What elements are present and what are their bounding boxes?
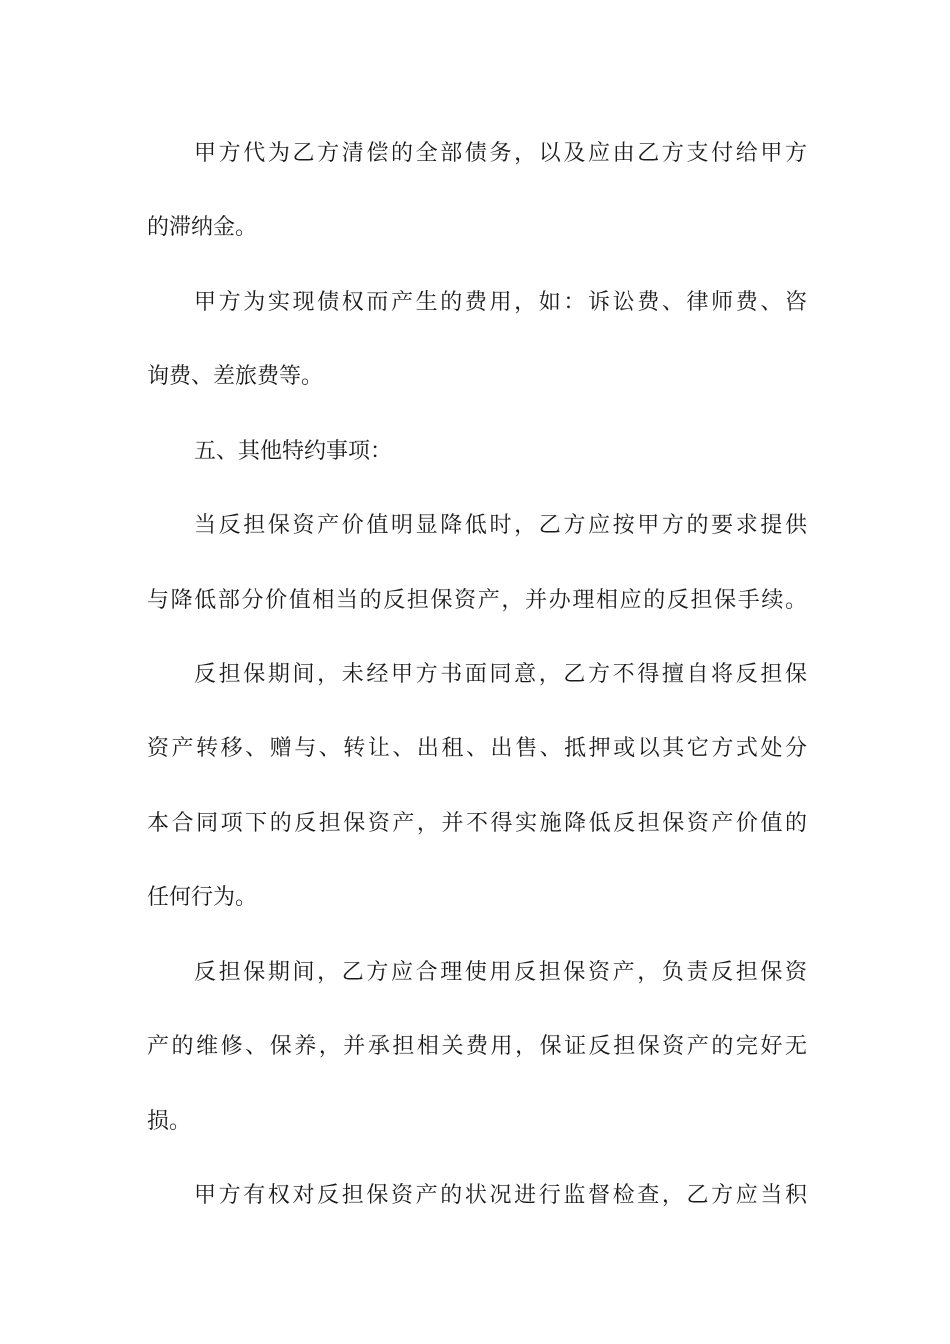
paragraph-line: 询费、差旅费等。 (147, 364, 324, 389)
paragraph-line: 的滞纳金。 (147, 215, 258, 240)
paragraph-line: 任何行为。 (147, 885, 258, 910)
paragraph-line: 甲方有权对反担保资产的状况进行监督检查，乙方应当积 (194, 1183, 807, 1208)
paragraph-line: 当反担保资产价值明显降低时，乙方应按甲方的要求提供 (194, 513, 807, 538)
paragraph-line: 反担保期间，乙方应合理使用反担保资产，负责反担保资 (194, 960, 807, 985)
paragraph-line: 甲方为实现债权而产生的费用，如：诉讼费、律师费、咨 (194, 290, 807, 315)
paragraph-line: 甲方代为乙方清偿的全部债务，以及应由乙方支付给甲方 (194, 141, 807, 166)
paragraph-line: 产的维修、保养，并承担相关费用，保证反担保资产的完好无 (147, 1034, 807, 1059)
paragraph-line: 资产转移、赠与、转让、出租、出售、抵押或以其它方式处分 (147, 736, 807, 761)
paragraph-line: 反担保期间，未经甲方书面同意，乙方不得擅自将反担保 (194, 662, 807, 687)
paragraph-line: 与降低部分价值相当的反担保资产，并办理相应的反担保手续。 (147, 588, 807, 613)
paragraph-line: 损。 (147, 1109, 192, 1134)
section-heading: 五、其他特约事项： (194, 439, 393, 464)
paragraph-line: 本合同项下的反担保资产，并不得实施降低反担保资产价值的 (147, 811, 807, 836)
